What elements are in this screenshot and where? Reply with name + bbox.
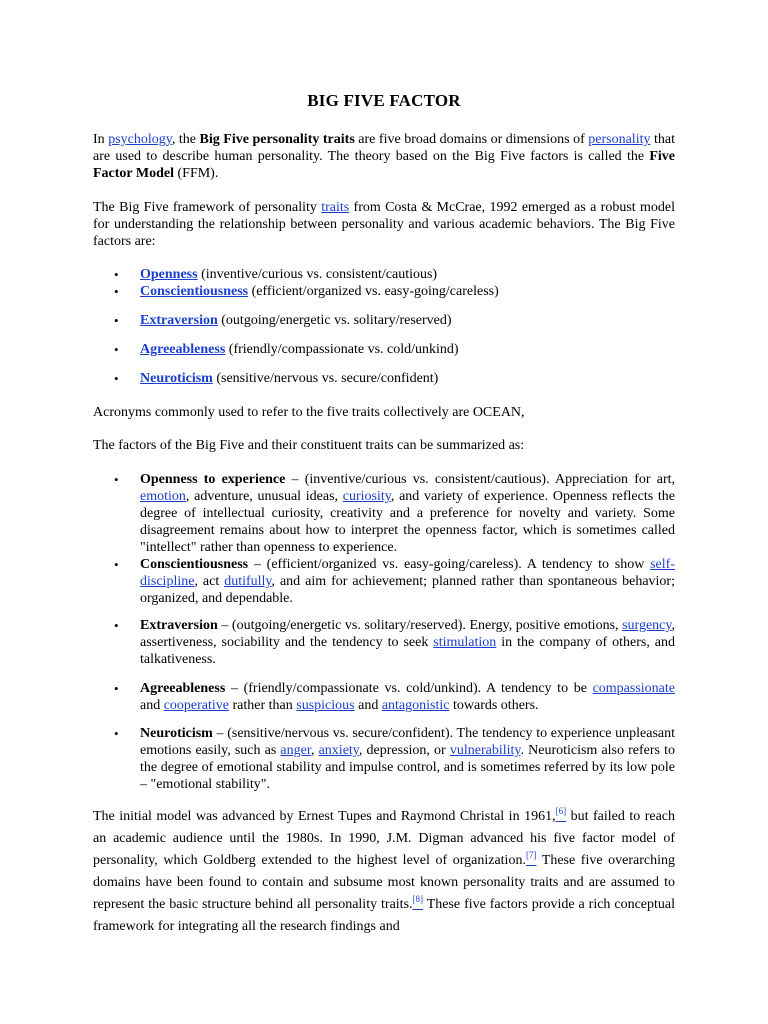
text: – (inventive/curious vs. consistent/cautious). Appreciation for art, xyxy=(285,472,675,487)
link-stimulation[interactable]: stimulation xyxy=(433,635,497,650)
text: towards others. xyxy=(449,698,539,713)
text: , act xyxy=(194,574,225,589)
page-title: BIG FIVE FACTOR xyxy=(307,91,461,110)
text: rather than xyxy=(229,698,297,713)
link-agreeableness[interactable]: Agreeableness xyxy=(140,342,226,357)
list-item xyxy=(93,312,675,329)
citation: [7] xyxy=(525,850,537,860)
citation-link[interactable] xyxy=(555,806,567,824)
link-dutifully[interactable]: dutifully xyxy=(224,574,272,589)
link-surgency[interactable]: surgency xyxy=(622,618,672,633)
text: are five broad domains or dimensions of xyxy=(354,132,589,147)
detail-list-cont xyxy=(93,617,675,668)
acronym-paragraph: Acronyms commonly used to refer to the five traits collectively are OCEAN, xyxy=(93,405,525,420)
list-item xyxy=(93,680,675,714)
term: Agreeableness xyxy=(140,681,226,696)
link-anger[interactable]: anger xyxy=(280,743,311,758)
text: , xyxy=(310,743,319,758)
link-personality[interactable]: personality xyxy=(588,132,651,147)
citation: [6] xyxy=(555,806,567,816)
text: (FFM). xyxy=(174,166,219,181)
framework-paragraph xyxy=(93,199,675,250)
text: The Big Five framework of personality xyxy=(93,200,322,215)
term: Extraversion xyxy=(140,618,218,633)
link-extraversion[interactable]: Extraversion xyxy=(140,313,218,328)
text: – (outgoing/energetic vs. solitary/reserved). Energy, positive emotions, xyxy=(217,618,623,633)
list-item xyxy=(93,725,675,793)
link-openness[interactable]: Openness xyxy=(140,267,198,282)
citation-link[interactable] xyxy=(412,894,424,912)
list-item xyxy=(93,341,675,358)
link-psychology[interactable]: psychology xyxy=(108,132,172,147)
link-vulnerability[interactable]: vulnerability xyxy=(449,743,521,758)
text: that are used to describe human personality. The theory based on the Big Five factors is called the xyxy=(93,132,676,164)
list-item xyxy=(93,266,675,283)
intro-paragraph xyxy=(93,131,675,182)
link-compassionate[interactable]: compassionate xyxy=(592,681,675,696)
term: Openness to experience xyxy=(140,472,286,487)
text: , and variety of experience. Openness reflects the degree of intellectual curiosity, creativity and a preference for novelty and variety. Some disagreement remains about how to interpret the openness factor, which is sometimes called "intellect" rather than openness to experience. xyxy=(140,489,675,555)
bold-term: Five Factor Model xyxy=(93,149,675,181)
detail-list-cont xyxy=(93,680,675,714)
detail-list xyxy=(93,471,675,607)
text: – (sensitive/nervous vs. secure/confident). The tendency to experience unpleasant emotions easily, such as xyxy=(140,726,675,758)
text: (efficient/organized vs. easy-going/careless) xyxy=(248,284,499,299)
list-item xyxy=(93,370,675,387)
factor-list-cont xyxy=(93,312,675,329)
citation: [8] xyxy=(412,894,424,904)
text: , and aim for achievement; planned rather than spontaneous behavior; organized, and dependable. xyxy=(140,574,675,606)
link-emotion[interactable]: emotion xyxy=(140,489,186,504)
link-suspicious[interactable]: suspicious xyxy=(296,698,355,713)
text: in the company of others, and talkativeness. xyxy=(140,635,675,667)
text: but failed to reach an academic audience until the 1980s. In 1990, J.M. Digman advanced his five factor model of personality, which Goldberg extended to the highest level of organization. xyxy=(93,809,675,868)
text: from Costa & McCrae, 1992 emerged as a robust model for understanding the relationship between personality and various academic behaviors. The Big Five factors are: xyxy=(93,200,675,249)
list-item xyxy=(93,283,675,300)
text: The initial model was advanced by Ernest Tupes and Raymond Christal in 1961, xyxy=(93,809,556,824)
citation-link[interactable] xyxy=(525,850,537,868)
text: , assertiveness, sociability and the tendency to seek xyxy=(140,618,675,650)
text: These five overarching domains have been found to contain and subsume most known personality traits and are assumed to represent the basic structure behind all personality traits. xyxy=(93,853,675,912)
text: and xyxy=(140,698,164,713)
text: . Neuroticism also refers to the degree of emotional stability and impulse control, and is sometimes referred by its low pole – "emotional stability". xyxy=(140,743,676,792)
list-item xyxy=(93,617,675,668)
text: , the xyxy=(171,132,200,147)
text: – (friendly/compassionate vs. cold/unkind). A tendency to be xyxy=(225,681,593,696)
text: – (efficient/organized vs. easy-going/careless). A tendency to show xyxy=(248,557,651,572)
text: and xyxy=(354,698,382,713)
detail-list-cont xyxy=(93,725,675,793)
history-paragraph xyxy=(93,806,675,938)
list-item xyxy=(93,471,675,556)
text: In xyxy=(93,132,109,147)
link-curiosity[interactable]: curiosity xyxy=(342,489,391,504)
factor-list xyxy=(93,266,675,300)
bold-term: Big Five personality traits xyxy=(199,132,355,147)
link-antagonistic[interactable]: antagonistic xyxy=(381,698,450,713)
link-anxiety[interactable]: anxiety xyxy=(318,743,359,758)
factor-list-cont xyxy=(93,370,675,387)
link-cooperative[interactable]: cooperative xyxy=(163,698,230,713)
text: (sensitive/nervous vs. secure/confident) xyxy=(212,371,439,386)
list-item xyxy=(93,556,675,607)
factor-list-cont xyxy=(93,341,675,358)
link-conscientiousness[interactable]: Conscientiousness xyxy=(140,284,249,299)
link-self-discipline[interactable]: self-discipline xyxy=(140,557,675,589)
text: (outgoing/energetic vs. solitary/reserved) xyxy=(217,313,452,328)
term: Conscientiousness xyxy=(140,557,249,572)
summary-intro: The factors of the Big Five and their constituent traits can be summarized as: xyxy=(93,438,525,453)
link-traits[interactable]: traits xyxy=(321,200,350,215)
text: , adventure, unusual ideas, xyxy=(185,489,343,504)
term: Neuroticism xyxy=(140,726,213,741)
text: (friendly/compassionate vs. cold/unkind) xyxy=(225,342,459,357)
text: These five factors provide a rich conceptual framework for integrating all the research findings and xyxy=(93,897,675,934)
text: , depression, or xyxy=(358,743,450,758)
link-neuroticism[interactable]: Neuroticism xyxy=(140,371,213,386)
text: (inventive/curious vs. consistent/cautious) xyxy=(197,267,438,282)
